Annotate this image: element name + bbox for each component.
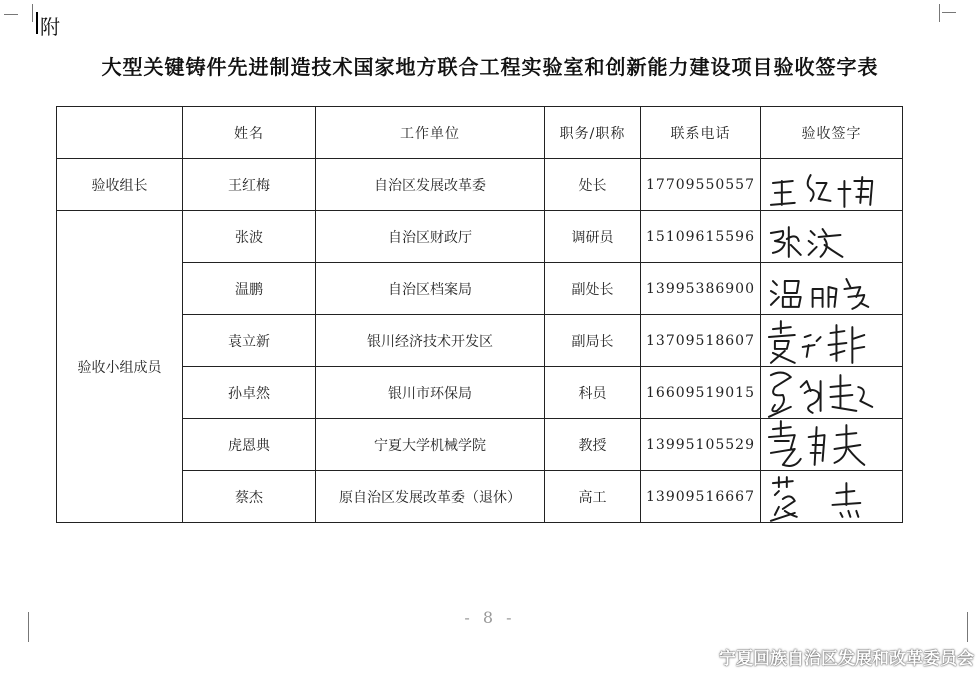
handwritten-signature <box>761 419 902 470</box>
handwritten-signature <box>761 159 902 210</box>
crop-mark <box>18 4 33 22</box>
signature-table <box>56 106 903 523</box>
position-cell: 教授 <box>545 419 641 471</box>
table-row <box>57 367 903 419</box>
crop-mark <box>925 4 940 22</box>
unit-cell: 自治区财政厅 <box>316 211 545 263</box>
position-cell: 副局长 <box>545 315 641 367</box>
unit-cell: 自治区发展改革委 <box>316 159 545 211</box>
handwritten-signature <box>761 263 902 314</box>
header-cell: 验收签字 <box>761 107 903 159</box>
table-header-row <box>57 107 903 159</box>
handwritten-signature <box>761 315 902 366</box>
name-cell: 王红梅 <box>183 159 316 211</box>
signature-cell <box>761 471 903 523</box>
header-cell: 职务/职称 <box>545 107 641 159</box>
table-row <box>57 159 903 211</box>
header-cell: 联系电话 <box>641 107 761 159</box>
name-cell: 蔡杰 <box>183 471 316 523</box>
name-cell: 袁立新 <box>183 315 316 367</box>
table-row <box>57 419 903 471</box>
handwritten-signature <box>761 211 902 262</box>
signature-cell <box>761 367 903 419</box>
table-row <box>57 471 903 523</box>
signature-cell <box>761 159 903 211</box>
page-number: - 8 - <box>464 608 516 627</box>
name-cell: 温鹏 <box>183 263 316 315</box>
header-cell <box>57 107 183 159</box>
header-cell: 姓名 <box>183 107 316 159</box>
signature-cell <box>761 315 903 367</box>
signature-cell <box>761 419 903 471</box>
handwritten-signature <box>761 471 902 522</box>
phone-cell: 15109615596 <box>641 211 761 263</box>
signature-cell <box>761 211 903 263</box>
signature-cell <box>761 263 903 315</box>
document-title: 大型关键铸件先进制造技术国家地方联合工程实验室和创新能力建设项目验收签字表 <box>101 55 879 79</box>
table-row <box>57 315 903 367</box>
text-cursor <box>36 12 38 34</box>
crop-mark <box>4 14 18 15</box>
unit-cell: 自治区档案局 <box>316 263 545 315</box>
position-cell: 副处长 <box>545 263 641 315</box>
crop-mark <box>942 12 956 13</box>
name-cell: 虎恩典 <box>183 419 316 471</box>
unit-cell: 银川经济技术开发区 <box>316 315 545 367</box>
name-cell: 张波 <box>183 211 316 263</box>
header-cell: 工作单位 <box>316 107 545 159</box>
phone-cell: 13709518607 <box>641 315 761 367</box>
group-label: 验收组长 <box>57 159 183 211</box>
unit-cell: 宁夏大学机械学院 <box>316 419 545 471</box>
watermark: 宁夏回族自治区发展和改革委员会 <box>719 649 974 669</box>
phone-cell: 17709550557 <box>641 159 761 211</box>
table-row <box>57 211 903 263</box>
phone-cell: 13909516667 <box>641 471 761 523</box>
phone-cell: 16609519015 <box>641 367 761 419</box>
group-label: 验收小组成员 <box>57 211 183 523</box>
position-cell: 高工 <box>545 471 641 523</box>
handwritten-signature <box>761 367 902 418</box>
name-cell: 孙卓然 <box>183 367 316 419</box>
unit-cell: 原自治区发展改革委（退休） <box>316 471 545 523</box>
position-cell: 处长 <box>545 159 641 211</box>
table-row <box>57 263 903 315</box>
unit-cell: 银川市环保局 <box>316 367 545 419</box>
appendix-label: 附 <box>40 15 60 39</box>
phone-cell: 13995105529 <box>641 419 761 471</box>
position-cell: 调研员 <box>545 211 641 263</box>
phone-cell: 13995386900 <box>641 263 761 315</box>
position-cell: 科员 <box>545 367 641 419</box>
